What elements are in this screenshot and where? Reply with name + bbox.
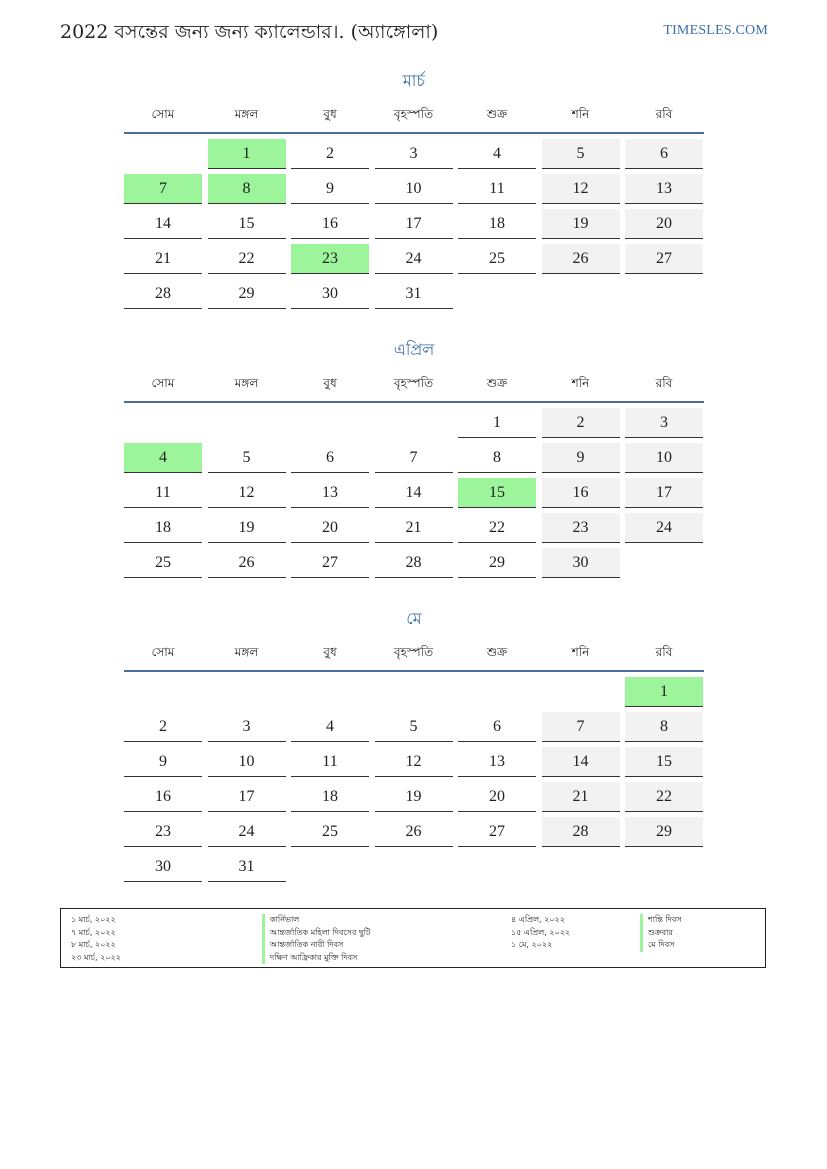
day-cell: 29: [208, 279, 286, 309]
day-cell: 10: [375, 174, 453, 204]
day-cell: 2: [542, 408, 620, 438]
day-cell: 11: [291, 747, 369, 777]
day-cell: 4: [291, 712, 369, 742]
day-cell: 9: [291, 174, 369, 204]
day-cell: 18: [124, 513, 202, 543]
holiday-day-cell: 7: [124, 174, 202, 204]
day-cell: 23: [124, 817, 202, 847]
day-cell: 4: [458, 139, 536, 169]
month-may: [124, 606, 704, 882]
day-cell: 22: [208, 244, 286, 274]
legend-dates-left: [71, 914, 121, 964]
day-cell: 27: [291, 548, 369, 578]
day-cell: 28: [124, 279, 202, 309]
legend-date: ১ মার্চ, ২০২২: [71, 915, 116, 924]
day-cell: 6: [458, 712, 536, 742]
weekday-label: শনি: [571, 107, 590, 121]
day-cell: 10: [625, 443, 703, 473]
day-cell: 19: [542, 209, 620, 239]
day-grid: [124, 408, 704, 578]
weekday-label: বুধ: [323, 376, 337, 390]
day-cell: 9: [124, 747, 202, 777]
empty-day-cell: [375, 408, 453, 438]
day-cell: 28: [542, 817, 620, 847]
weekday-label: মঙ্গল: [234, 376, 259, 390]
month-april: [124, 337, 704, 578]
header-divider: [124, 132, 704, 134]
day-cell: 31: [375, 279, 453, 309]
day-cell: 5: [375, 712, 453, 742]
day-cell: 29: [458, 548, 536, 578]
legend-names-right: [640, 914, 682, 952]
day-grid: [124, 677, 704, 882]
day-cell: 2: [124, 712, 202, 742]
weekday-label: বৃহস্পতি: [393, 376, 434, 390]
weekday-label: শুক্র: [486, 645, 508, 659]
day-cell: 20: [291, 513, 369, 543]
weekday-label: শনি: [571, 645, 590, 659]
weekday-label: বুধ: [323, 645, 337, 659]
day-cell: 25: [291, 817, 369, 847]
day-cell: 19: [208, 513, 286, 543]
day-cell: 10: [208, 747, 286, 777]
legend-holiday-name: শান্তি দিবস: [640, 914, 682, 927]
page-title: 2022 বসন্তের জন্য জন্য ক্যালেন্ডার।. (অ্যাঙ্গোলা): [60, 21, 439, 43]
day-cell: 20: [458, 782, 536, 812]
day-cell: 2: [291, 139, 369, 169]
empty-day-cell: [208, 408, 286, 438]
legend-date: ৭ মার্চ, ২০২২: [71, 927, 116, 937]
weekday-label: বুধ: [323, 107, 337, 121]
weekday-header: [124, 102, 704, 126]
empty-day-cell: [291, 408, 369, 438]
legend-holiday-name: মে দিবস: [640, 939, 682, 952]
month-title: মার্চ: [402, 71, 426, 90]
empty-day-cell: [291, 677, 369, 707]
weekday-label: রবি: [655, 645, 673, 659]
day-cell: 27: [625, 244, 703, 274]
day-cell: 11: [124, 478, 202, 508]
legend-dates-right: [511, 914, 570, 952]
day-cell: 7: [375, 443, 453, 473]
day-cell: 13: [291, 478, 369, 508]
day-cell: 18: [458, 209, 536, 239]
day-cell: 21: [375, 513, 453, 543]
holiday-day-cell: 1: [208, 139, 286, 169]
day-cell: 26: [208, 548, 286, 578]
holiday-day-cell: 4: [124, 443, 202, 473]
holiday-day-cell: 23: [291, 244, 369, 274]
day-cell: 16: [124, 782, 202, 812]
day-cell: 13: [458, 747, 536, 777]
day-cell: 8: [458, 443, 536, 473]
weekday-header: [124, 640, 704, 664]
day-cell: 31: [208, 852, 286, 882]
day-cell: 15: [208, 209, 286, 239]
day-cell: 3: [208, 712, 286, 742]
holiday-legend: [60, 908, 766, 968]
legend-names-left: [262, 914, 370, 964]
day-cell: 14: [124, 209, 202, 239]
month-title: এপ্রিল: [393, 340, 435, 359]
day-cell: 22: [458, 513, 536, 543]
day-cell: 17: [208, 782, 286, 812]
day-cell: 19: [375, 782, 453, 812]
day-cell: 12: [542, 174, 620, 204]
header-divider: [124, 670, 704, 672]
day-cell: 22: [625, 782, 703, 812]
day-cell: 23: [542, 513, 620, 543]
day-cell: 3: [375, 139, 453, 169]
day-grid: [124, 139, 704, 309]
day-cell: 25: [124, 548, 202, 578]
day-cell: 25: [458, 244, 536, 274]
day-cell: 15: [625, 747, 703, 777]
legend-holiday-name: দক্ষিণ আফ্রিকার মুক্তি দিবস: [262, 952, 370, 965]
legend-holiday-name: শুক্রবার: [640, 927, 682, 940]
empty-day-cell: [542, 677, 620, 707]
weekday-label: বৃহস্পতি: [393, 107, 434, 121]
day-cell: 11: [458, 174, 536, 204]
weekday-label: সোম: [151, 107, 175, 121]
empty-day-cell: [124, 408, 202, 438]
empty-day-cell: [124, 677, 202, 707]
legend-date: ৪ এপ্রিল, ২০২২: [511, 915, 565, 924]
weekday-label: শুক্র: [486, 376, 508, 390]
day-cell: 17: [625, 478, 703, 508]
day-cell: 8: [625, 712, 703, 742]
empty-day-cell: [375, 677, 453, 707]
empty-day-cell: [124, 139, 202, 169]
day-cell: 3: [625, 408, 703, 438]
weekday-label: মঙ্গল: [234, 645, 259, 659]
empty-day-cell: [458, 677, 536, 707]
day-cell: 12: [208, 478, 286, 508]
day-cell: 16: [542, 478, 620, 508]
day-cell: 29: [625, 817, 703, 847]
day-cell: 17: [375, 209, 453, 239]
day-cell: 18: [291, 782, 369, 812]
day-cell: 14: [375, 478, 453, 508]
day-cell: 26: [542, 244, 620, 274]
day-cell: 21: [542, 782, 620, 812]
weekday-header: [124, 371, 704, 395]
day-cell: 24: [375, 244, 453, 274]
day-cell: 24: [625, 513, 703, 543]
day-cell: 7: [542, 712, 620, 742]
legend-date: ৮ মার্চ, ২০২২: [71, 940, 116, 949]
day-cell: 6: [291, 443, 369, 473]
day-cell: 16: [291, 209, 369, 239]
day-cell: 20: [625, 209, 703, 239]
legend-holiday-name: আন্তর্জাতিক মহিলা দিবসের ছুটি: [262, 927, 370, 940]
weekday-label: মঙ্গল: [234, 107, 259, 121]
header-divider: [124, 401, 704, 403]
weekday-label: রবি: [655, 376, 673, 390]
day-cell: 6: [625, 139, 703, 169]
day-cell: 27: [458, 817, 536, 847]
day-cell: 9: [542, 443, 620, 473]
holiday-day-cell: 1: [625, 677, 703, 707]
day-cell: 28: [375, 548, 453, 578]
legend-holiday-name: আন্তর্জাতিক নারী দিবস: [262, 939, 370, 952]
day-cell: 5: [208, 443, 286, 473]
legend-holiday-name: কার্নিভাল: [262, 914, 370, 927]
day-cell: 13: [625, 174, 703, 204]
day-cell: 14: [542, 747, 620, 777]
day-cell: 24: [208, 817, 286, 847]
holiday-day-cell: 8: [208, 174, 286, 204]
day-cell: 1: [458, 408, 536, 438]
weekday-label: শনি: [571, 376, 590, 390]
holiday-day-cell: 15: [458, 478, 536, 508]
day-cell: 26: [375, 817, 453, 847]
legend-date: ২৩ মার্চ, ২০২২: [71, 952, 121, 962]
day-cell: 12: [375, 747, 453, 777]
weekday-label: সোম: [151, 645, 175, 659]
weekday-label: রবি: [655, 107, 673, 121]
weekday-label: সোম: [151, 376, 175, 390]
empty-day-cell: [208, 677, 286, 707]
weekday-label: শুক্র: [486, 107, 508, 121]
day-cell: 30: [124, 852, 202, 882]
day-cell: 5: [542, 139, 620, 169]
day-cell: 21: [124, 244, 202, 274]
month-march: [124, 68, 704, 309]
weekday-label: বৃহস্পতি: [393, 645, 434, 659]
day-cell: 30: [291, 279, 369, 309]
legend-date: ১ মে, ২০২২: [511, 940, 553, 949]
day-cell: 30: [542, 548, 620, 578]
site-link[interactable]: TIMESLES.COM: [663, 23, 768, 38]
legend-date: ১৫ এপ্রিল, ২০২২: [511, 927, 571, 937]
month-title: মে: [406, 609, 422, 628]
